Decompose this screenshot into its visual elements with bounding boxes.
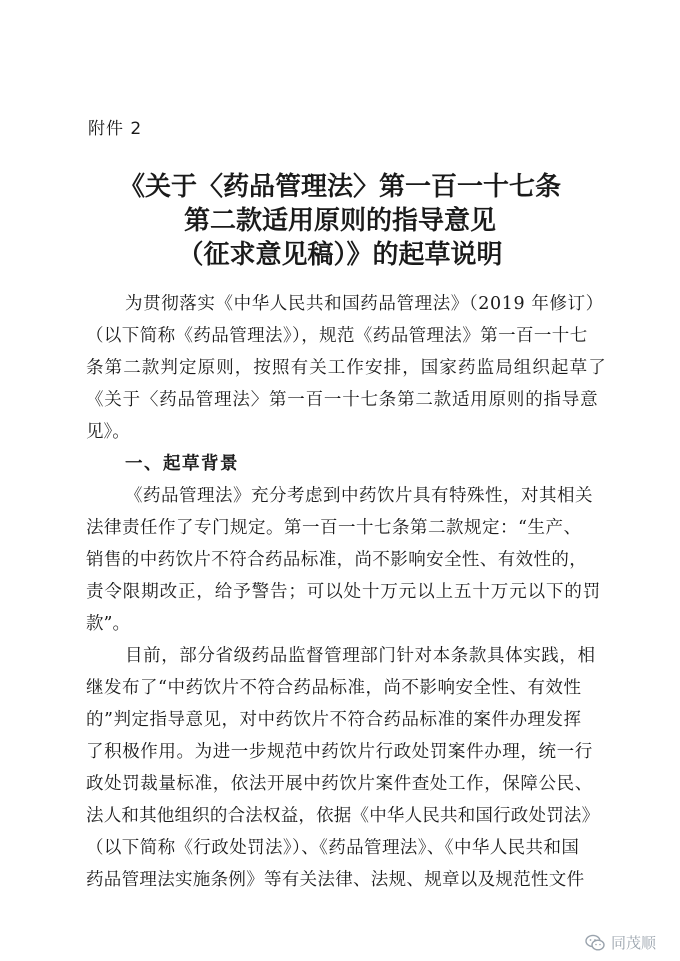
background-line-3: 销售的中药饮片不符合药品标准，尚不影响安全性、有效性的， [86, 550, 588, 570]
current-line-1: 目前，部分省级药品监督管理部门针对本条款具体实践，相 [125, 646, 596, 666]
background-line-5: 款”。 [86, 614, 130, 634]
intro-line-3: 条第二款判定原则，按照有关工作安排，国家药监局组织起草了 [86, 358, 607, 378]
intro-line-4: 《关于〈药品管理法〉第一百一十七条第二款适用原则的指导意 [86, 390, 599, 410]
watermark-text: 同茂顺 [610, 934, 656, 952]
background-line-2: 法律责任作了专门规定。第一百一十七条第二款规定：“生产、 [86, 518, 582, 538]
title-line-1: 《关于〈药品管理法〉第一百一十七条 [118, 172, 561, 202]
intro-line-5: 见》。 [86, 422, 130, 442]
current-line-4: 了积极作用。为进一步规范中药饮片行政处罚案件办理，统一行 [86, 742, 593, 762]
attachment-label: 附件 2 [88, 119, 143, 139]
title-line-2: 第二款适用原则的指导意见 [183, 206, 496, 236]
watermark [585, 932, 656, 953]
background-line-1: 《药品管理法》充分考虑到中药饮片具有特殊性，对其相关 [125, 486, 593, 506]
title-line-3: （征求意见稿）》的起草说明 [177, 240, 503, 270]
section-heading: 一、起草背景 [125, 454, 239, 474]
background-line-4: 责令限期改正，给予警告；可以处十万元以上五十万元以下的罚 [86, 582, 602, 602]
current-line-8: 药品管理法实施条例》等有关法律、法规、规章以及规范性文件 [86, 870, 585, 890]
intro-line-1: 为贯彻落实《中华人民共和国药品管理法》（2019 年修订） [125, 294, 604, 314]
intro-line-2: （以下简称《药品管理法》），规范《药品管理法》第一百一十七 [86, 326, 588, 346]
current-line-7: （以下简称《行政处罚法》）、《药品管理法》、《中华人民共和国 [86, 838, 580, 858]
current-line-3: 的”判定指导意见，对中药饮片不符合药品标准的案件办理发挥 [86, 710, 582, 730]
current-line-6: 法人和其他组织的合法权益，依据《中华人民共和国行政处罚法》 [86, 806, 600, 826]
current-line-2: 继发布了“中药饮片不符合药品标准，尚不影响安全性、有效性 [86, 678, 582, 698]
wechat-icon [585, 934, 605, 952]
current-line-5: 政处罚裁量标准，依法开展中药饮片案件查处工作，保障公民、 [86, 774, 593, 794]
